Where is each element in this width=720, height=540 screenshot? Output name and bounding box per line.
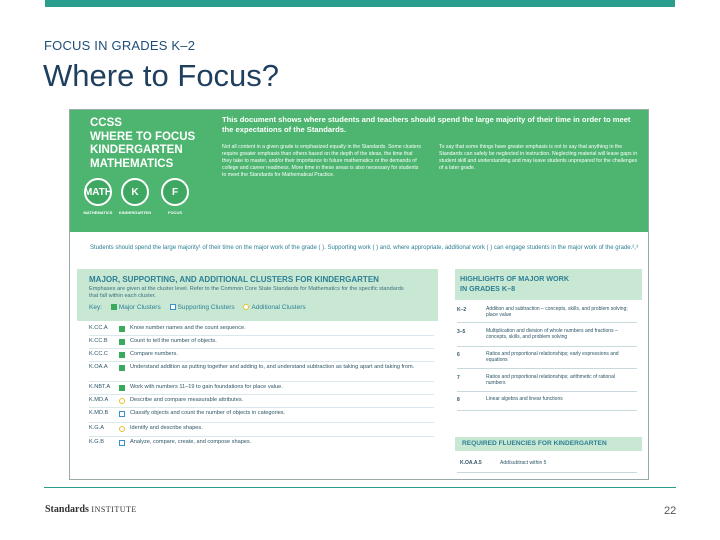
highlights-title: HIGHLIGHTS OF MAJOR WORK IN GRADES K–8 [460,274,570,293]
banner-title: CCSS WHERE TO FOCUS KINDERGARTEN MATHEMATICS [90,117,196,170]
supporting-square-icon [170,304,176,310]
banner-paragraph-right: To say that some things have greater emphasis is not to say that anything in the Standards can safely be neglected in instruction. Neglecting material will leave gaps in student skill and understanding and may leave students unprepared for the challenges of a later grade. [439,144,638,171]
row-divider [457,346,637,347]
section-kicker: FOCUS IN GRADES K–2 [44,38,196,53]
clusters-title: MAJOR, SUPPORTING, AND ADDITIONAL CLUSTERS FOR KINDERGARTEN [89,275,379,284]
supporting-square-icon [119,440,125,446]
clusters-subtitle: Emphases are given at the cluster level. Refer to the Common Core State Standards for Mathematics for the specific standards that fall within each cluster. [89,286,404,299]
major-square-icon [119,385,125,391]
row-divider [89,348,434,349]
additional-circle-icon [119,398,125,404]
major-square-icon [119,352,125,358]
row-divider [457,410,637,411]
row-divider [89,436,434,437]
footer-rule [44,487,676,488]
cluster-row: K.G.A Identify and describe shapes. [89,425,203,431]
footer-logo: Standards INSTITUTE [45,504,137,515]
row-divider [457,368,637,369]
top-accent-bar [45,0,675,7]
fluencies-title: REQUIRED FLUENCIES FOR KINDERGARTEN [462,440,607,447]
key-additional: Additional Clusters [243,304,305,311]
badge-caption-math: MATHEMATICS [83,210,113,215]
fluency-row [460,460,546,466]
key-major: Major Clusters [111,304,161,311]
row-divider [457,391,637,392]
fluencies-header [455,437,642,451]
supporting-square-icon [119,411,125,417]
additional-circle-icon [119,426,125,432]
intro-text: Students should spend the large majority¹ of their time on the major work of the grade ( ). Supporting work ( ) and, where appropriate, additional work ( ) can engage students in the major work of the grade.²,³ [90,245,638,251]
banner-paragraph-left: Not all content in a given grade is emphasized equally in the Standards. Some clusters require greater emphasis than others based on the depth of the ideas, the time that they take to master, and/or their importance to future mathematics or the demands of college and career readiness. More time in these areas is also necessary for students to meet the Standards for Mathematical Practice. [222,144,421,178]
row-divider [89,381,434,382]
math-badge-icon: MATH [84,178,112,206]
highlight-row: K–2 Addition and subtraction – concepts, skills, and problem solving; place value [457,306,628,319]
row-divider [89,361,434,362]
document-banner [70,110,648,232]
kindergarten-badge-icon: K [121,178,149,206]
badge-caption-focus: FOCUS [168,210,182,215]
cluster-row: K.MD.A Describe and compare measurable attributes. [89,397,244,403]
highlight-row: 6 Ratios and proportional relationships; early expressions and equations [457,351,619,364]
slide-title: Where to Focus? [43,58,280,93]
major-square-icon [119,365,125,371]
key-supporting: Supporting Clusters [170,304,235,311]
highlight-row: 8 Linear algebra and linear functions [457,396,563,403]
fluency-text: Add/subtract within 5 [500,460,547,466]
cluster-key [89,304,313,311]
row-divider [89,335,434,336]
banner-lead: This document shows where students and teachers should spend the large majority of their time in order to meet the expectations of the Standards. [222,115,631,134]
row-divider [89,407,434,408]
highlight-row: 3–5 Multiplication and division of whole numbers and fractions – concepts, skills, and problem solving [457,328,618,341]
cluster-row: K.CC.A Know number names and the count sequence. [89,325,246,331]
major-square-icon [111,304,117,310]
embedded-document [69,109,649,480]
major-square-icon [119,326,125,332]
cluster-row: K.OA.A Understand addition as putting together and adding to, and understand subtraction as taking apart and taking from. [89,364,415,370]
cluster-row: K.MD.B Classify objects and count the number of objects in categories. [89,410,286,416]
clusters-header [77,269,438,321]
cluster-row: K.CC.C Compare numbers. [89,351,178,357]
cluster-row: K.CC.B Count to tell the number of objects. [89,338,217,344]
row-divider [457,322,637,323]
focus-badge-icon: F [161,178,189,206]
page-number: 22 [664,505,677,517]
additional-circle-icon [243,304,249,310]
major-square-icon [119,339,125,345]
highlights-header [455,269,642,300]
cluster-row: K.NBT.A Work with numbers 11–19 to gain foundations for place value. [89,384,283,390]
cluster-row: K.G.B Analyze, compare, create, and compose shapes. [89,439,252,445]
row-divider [89,394,434,395]
badge-caption-kindergarten: KINDERGARTEN [118,210,152,215]
key-label: Key: [89,304,103,311]
highlight-row: 7 Ratios and proportional relationships; arithmetic of rational numbers [457,374,615,387]
row-divider [457,472,637,473]
row-divider [89,422,434,423]
fluency-code: K.OA.A.5 [460,460,482,466]
